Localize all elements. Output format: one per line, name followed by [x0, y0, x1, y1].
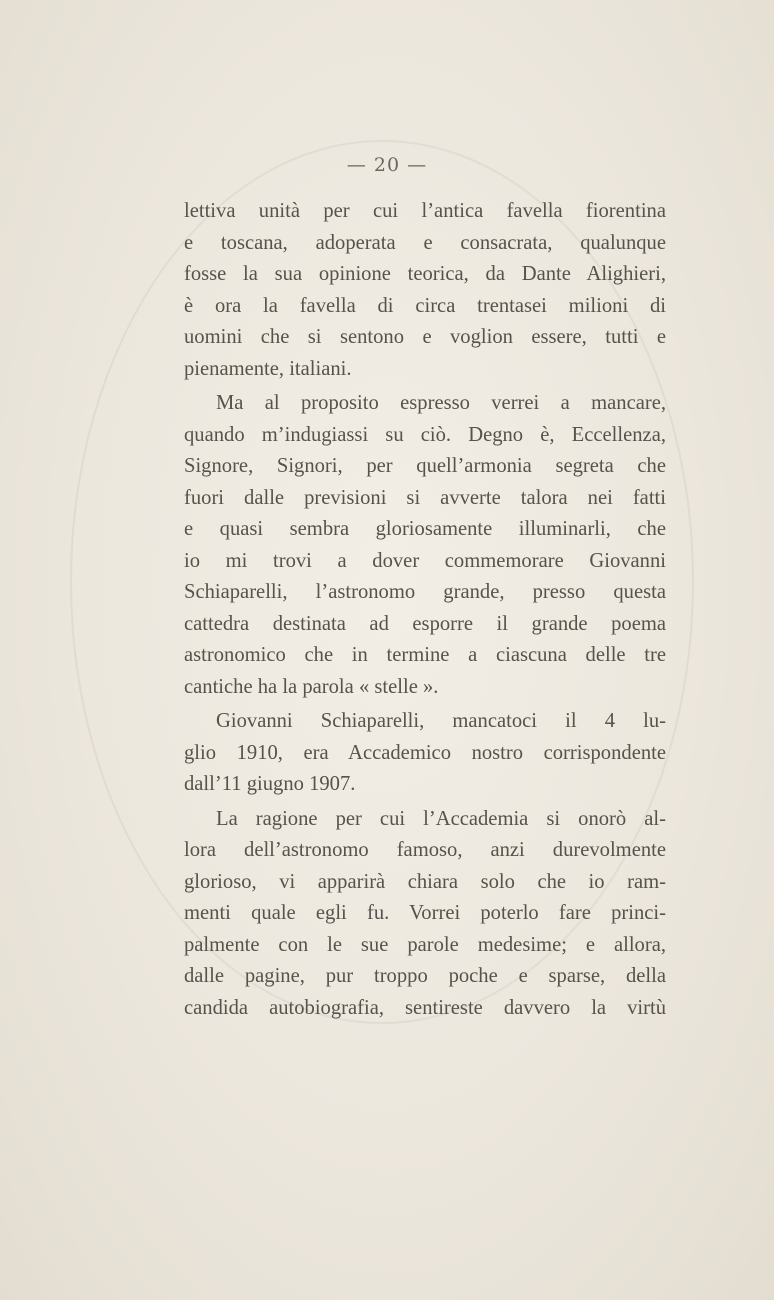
text-line: cattedra destinata ad esporre il grande poema	[184, 612, 666, 635]
text-line: astronomico che in termine a ciascuna delle tre	[184, 644, 666, 666]
text-line: Ma al proposito espresso verrei a mancare,	[216, 392, 666, 414]
text-line: menti quale egli fu. Vorrei poterlo fare princi-	[184, 902, 666, 924]
text-line: è ora la favella di circa trentasei milioni di	[184, 294, 666, 317]
text-line: La ragione per cui l’Accademia si onorò al-	[216, 807, 666, 830]
page-number: — 20 —	[346, 154, 428, 176]
text-line: palmente con le sue parole medesime; e allora,	[184, 933, 666, 956]
text-line: Schiaparelli, l’astronomo grande, presso questa	[184, 581, 666, 603]
text-line: dall’11 giugno 1907.	[184, 773, 356, 795]
text-line: e quasi sembra gloriosamente illuminarli, che	[184, 518, 666, 540]
paragraph	[184, 706, 666, 801]
text-line: fuori dalle previsioni si avverte talora nei fatti	[184, 486, 666, 509]
text-line: e toscana, adoperata e consacrata, qualunque	[184, 231, 666, 254]
text-line: dalle pagine, pur troppo poche e sparse, della	[184, 965, 666, 987]
text-line: candida autobiografia, sentireste davvero la virtù	[184, 996, 666, 1019]
text-line: Signore, Signori, per quell’armonia segreta che	[184, 455, 666, 477]
body-text	[184, 196, 666, 1024]
text-line: glio 1910, era Accademico nostro corrispondente	[184, 741, 666, 764]
paragraph	[184, 196, 666, 385]
text-line: pienamente, italiani.	[184, 357, 352, 380]
text-line: glorioso, vi apparirà chiara solo che io ram-	[184, 870, 666, 893]
text-line: quando m’indugiassi su ciò. Degno è, Eccellenza,	[184, 423, 666, 446]
text-line: lora dell’astronomo famoso, anzi durevolmente	[184, 839, 666, 861]
text-line: cantiche ha la parola « stelle ».	[184, 675, 439, 698]
text-line: lettiva unità per cui l’antica favella fiorentina	[184, 200, 666, 222]
paragraph	[184, 804, 666, 1025]
text-line: fosse la sua opinione teorica, da Dante Alighieri,	[184, 263, 666, 285]
paragraph	[184, 388, 666, 703]
text-line: io mi trovi a dover commemorare Giovanni	[184, 549, 666, 572]
text-line: Giovanni Schiaparelli, mancatoci il 4 lu-	[216, 710, 666, 732]
text-line: uomini che si sentono e voglion essere, tutti e	[184, 326, 666, 348]
